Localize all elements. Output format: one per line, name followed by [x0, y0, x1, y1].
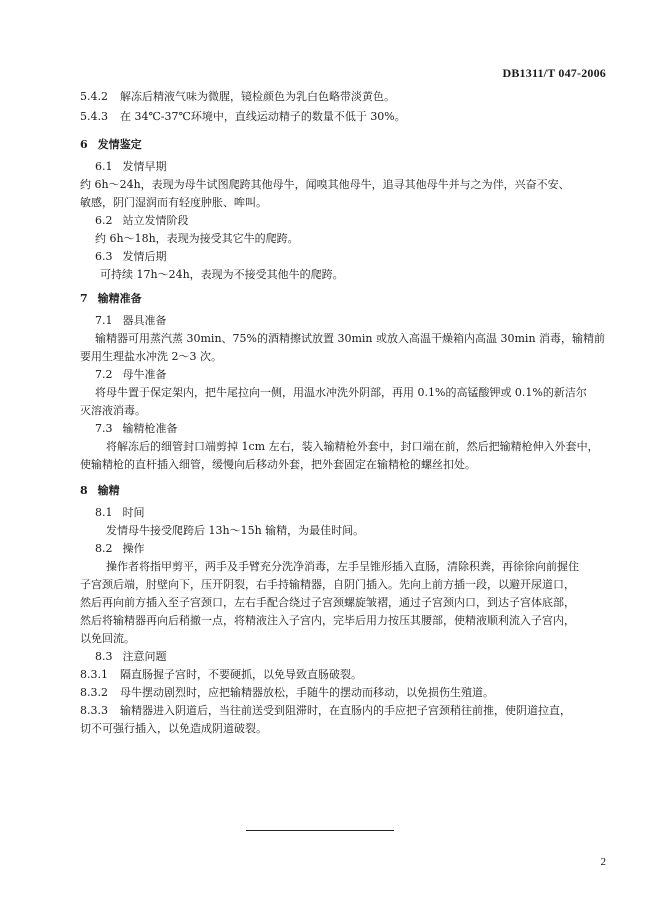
clause-number: 7.1: [95, 314, 113, 327]
clause-number: 8.2: [95, 542, 113, 555]
clause-title: 注意问题: [122, 650, 167, 663]
section-number: 8: [80, 484, 88, 497]
clause-title: 发情后期: [122, 250, 167, 263]
clause-8-3-3: [80, 704, 608, 718]
clause-5-4-2: [80, 90, 608, 104]
section-7-heading: [80, 292, 608, 306]
clause-8-3-2: [80, 686, 608, 700]
clause-number: 8.1: [95, 506, 113, 519]
paragraph-line: 敏感，阴门湿润而有轻度肿胀、哞叫。: [80, 196, 267, 209]
paragraph-line: 将母牛置于保定架内，把牛尾拉向一侧，用温水冲洗外阴部，再用 0.1%的高锰酸钾或 0.1%的新洁尔: [95, 386, 587, 399]
paragraph-line: 以免回流。: [80, 632, 135, 645]
clause-number: 5.4.2: [80, 90, 108, 103]
section-number: 6: [80, 138, 88, 151]
clause-7-3: [95, 422, 623, 436]
clause-number: 8.3.1: [80, 668, 108, 681]
clause-text: 在 34℃-37℃环境中，直线运动精子的数量不低于 30%。: [120, 110, 406, 123]
clause-text: 母牛摆动剧烈时，应把输精器放松，手随牛的摆动而移动，以免损伤生殖道。: [120, 686, 494, 699]
clause-text: 隔直肠握子宫时，不要硬抓，以免导致直肠破裂。: [120, 668, 362, 681]
section-title: 输精: [97, 484, 120, 497]
clause-title: 母牛准备: [122, 368, 167, 381]
clause-title: 时间: [122, 506, 145, 519]
paragraph-line: 灭溶液消毒。: [80, 404, 146, 417]
clause-number: 6.2: [95, 214, 113, 227]
paragraph-line: 子宫颈后端，肘壁向下，压开阴裂，右手持输精器，自阴门插入。先向上前方插一段，以避开尿道口，: [80, 578, 575, 591]
clause-text: 输精器进入阴道后，当往前送受到阻滞时，在直肠内的手应把子宫颈稍往前推，使阴道拉直，: [120, 704, 571, 717]
paragraph-line: 约 6h～24h，表现为母牛试图爬跨其他母牛，闻嗅其他母牛，追寻其他母牛并与之为伴，兴奋不安、: [80, 178, 570, 191]
paragraph-line: 将解冻后的细管封口端剪掉 1cm 左右，装入输精枪外套中，封口端在前，然后把输精枪伸入外套中，: [106, 440, 599, 453]
clause-6-3: [95, 250, 623, 264]
clause-title: 站立发情阶段: [122, 214, 189, 227]
section-title: 发情鉴定: [97, 138, 142, 151]
clause-8-2: [95, 542, 623, 556]
paragraph-line: 然后再向前方插入至子宫颈口，左右手配合绕过子宫颈螺旋皱褶，通过子宫颈内口，到达子宫体底部，: [80, 596, 575, 609]
section-title: 输精准备: [97, 292, 142, 305]
clause-title: 操作: [122, 542, 145, 555]
paragraph-line: 约 6h～18h，表现为接受其它牛的爬跨。: [95, 232, 299, 245]
paragraph-line: 操作者将指甲剪平，两手及手臂充分洗净消毒，左手呈锥形插入直肠，清除积粪，再徐徐向前握住: [106, 560, 579, 573]
paragraph-line: 要用生理盐水冲洗 2～3 次。: [80, 350, 222, 363]
clause-5-4-3: [80, 110, 608, 124]
clause-title: 器具准备: [122, 314, 167, 327]
clause-6-1: [95, 160, 623, 174]
clause-6-2: [95, 214, 623, 228]
doc-code-header: DB1311/T 047-2006: [502, 66, 606, 80]
page-number: 2: [600, 856, 606, 868]
paragraph-line: 输精器可用蒸汽蒸 30min、75%的酒精擦试放置 30min 或放入高温干燥箱内高温 30min 消毒，输精前: [95, 332, 606, 345]
clause-number: 5.4.3: [80, 110, 108, 123]
clause-number: 7.3: [95, 422, 113, 435]
clause-text: 解冻后精液气味为微腥，镜检颜色为乳白色略带淡黄色。: [120, 90, 395, 103]
clause-8-3: [95, 650, 623, 664]
section-8-heading: [80, 484, 608, 498]
clause-8-1: [95, 506, 623, 520]
clause-title: 发情早期: [122, 160, 167, 173]
paragraph-line: 使输精枪的直杆插入细管，缓慢向后移动外套，把外套固定在输精枪的螺丝扣处。: [80, 458, 476, 471]
clause-7-2: [95, 368, 623, 382]
clause-8-3-1: [80, 668, 608, 682]
paragraph-line: 可持续 17h～24h，表现为不接受其他牛的爬跨。: [100, 268, 344, 281]
clause-number: 8.3: [95, 650, 113, 663]
section-6-heading: [80, 138, 608, 152]
clause-number: 7.2: [95, 368, 113, 381]
paragraph-line: 发情母牛接受爬跨后 13h～15h 输精，为最佳时间。: [106, 524, 365, 537]
clause-number: 6.1: [95, 160, 113, 173]
clause-title: 输精枪准备: [122, 422, 178, 435]
clause-7-1: [95, 314, 623, 328]
end-rule: [246, 830, 394, 831]
paragraph-line: 然后将输精器再向后稍撤一点，将精液注入子宫内，完毕后用力按压其腰部，使精液顺利流入子宫内，: [80, 614, 575, 627]
paragraph-line: 切不可强行插入，以免造成阴道破裂。: [80, 722, 267, 735]
clause-number: 8.3.2: [80, 686, 108, 699]
clause-number: 8.3.3: [80, 704, 108, 717]
section-number: 7: [80, 292, 88, 305]
clause-number: 6.3: [95, 250, 113, 263]
